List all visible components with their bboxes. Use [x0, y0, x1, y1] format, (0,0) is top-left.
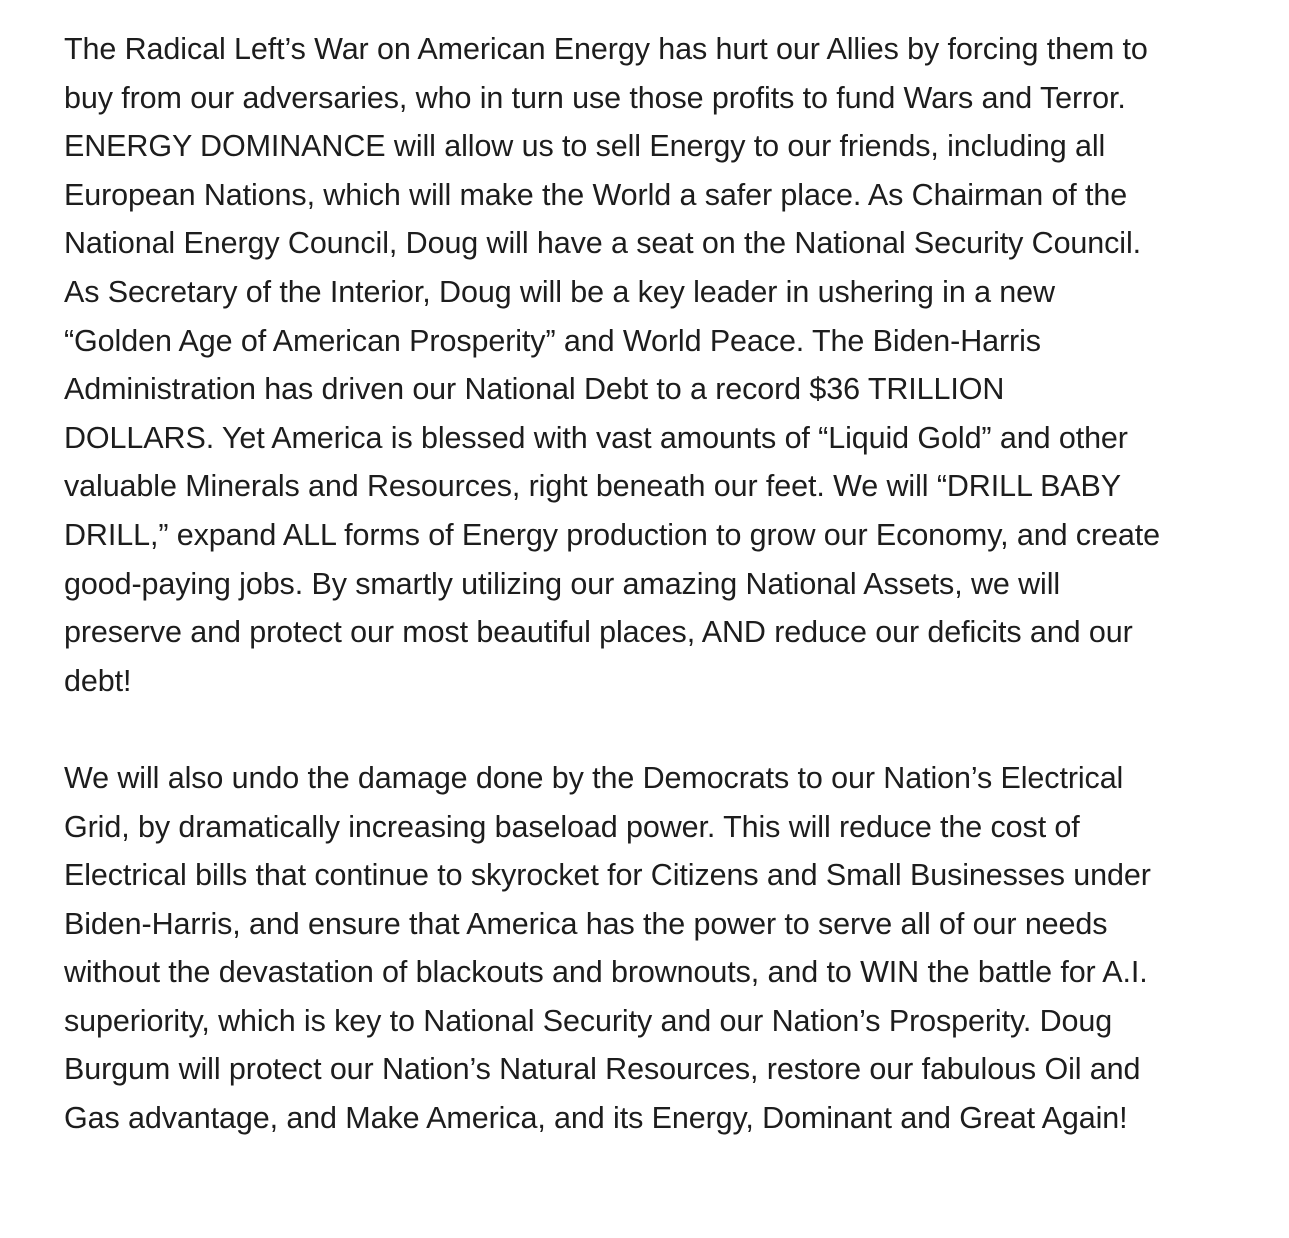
text-line: Gas advantage, and Make America, and its Energy, Dominant and Great Again! — [64, 1101, 1128, 1136]
text-line: valuable Minerals and Resources, right beneath our feet. We will “DRILL BABY — [64, 469, 1122, 504]
text-line: National Energy Council, Doug will have a seat on the National Security Council. — [64, 226, 1142, 261]
text-line: Electrical bills that continue to skyrocket for Citizens and Small Businesses under — [64, 858, 1151, 893]
text-line: Burgum will protect our Nation’s Natural Resources, restore our fabulous Oil and — [64, 1052, 1141, 1087]
text-line: buy from our adversaries, who in turn use those profits to fund Wars and Terror. — [64, 80, 1126, 115]
text-line: Biden-Harris, and ensure that America has the power to serve all of our needs — [64, 906, 1108, 941]
text-line: “Golden Age of American Prosperity” and World Peace. The Biden-Harris — [64, 323, 1041, 358]
text-line: Administration has driven our National Debt to a record $36 TRILLION — [64, 372, 1005, 407]
paragraph-1 — [64, 25, 1254, 705]
text-line: Grid, by dramatically increasing baseload power. This will reduce the cost of — [64, 809, 1080, 844]
text-line: As Secretary of the Interior, Doug will be a key leader in ushering in a new — [64, 274, 1055, 309]
text-line: debt! — [64, 663, 132, 698]
text-line: We will also undo the damage done by the Democrats to our Nation’s Electrical — [64, 760, 1124, 795]
document-body — [64, 25, 1254, 1143]
text-line: good-paying jobs. By smartly utilizing our amazing National Assets, we will — [64, 566, 1061, 601]
text-line: European Nations, which will make the World a safer place. As Chairman of the — [64, 177, 1128, 212]
text-line: DOLLARS. Yet America is blessed with vast amounts of “Liquid Gold” and other — [64, 420, 1128, 455]
text-line: DRILL,” expand ALL forms of Energy production to grow our Economy, and create — [64, 517, 1160, 552]
paragraph-2 — [64, 754, 1254, 1143]
text-line: preserve and protect our most beautiful places, AND reduce our deficits and our — [64, 615, 1133, 650]
text-line: ENERGY DOMINANCE will allow us to sell Energy to our friends, including all — [64, 129, 1106, 164]
text-line: superiority, which is key to National Security and our Nation’s Prosperity. Doug — [64, 1003, 1113, 1038]
text-line: The Radical Left’s War on American Energy has hurt our Allies by forcing them to — [64, 32, 1148, 66]
text-line: without the devastation of blackouts and brownouts, and to WIN the battle for A.I. — [64, 955, 1148, 990]
